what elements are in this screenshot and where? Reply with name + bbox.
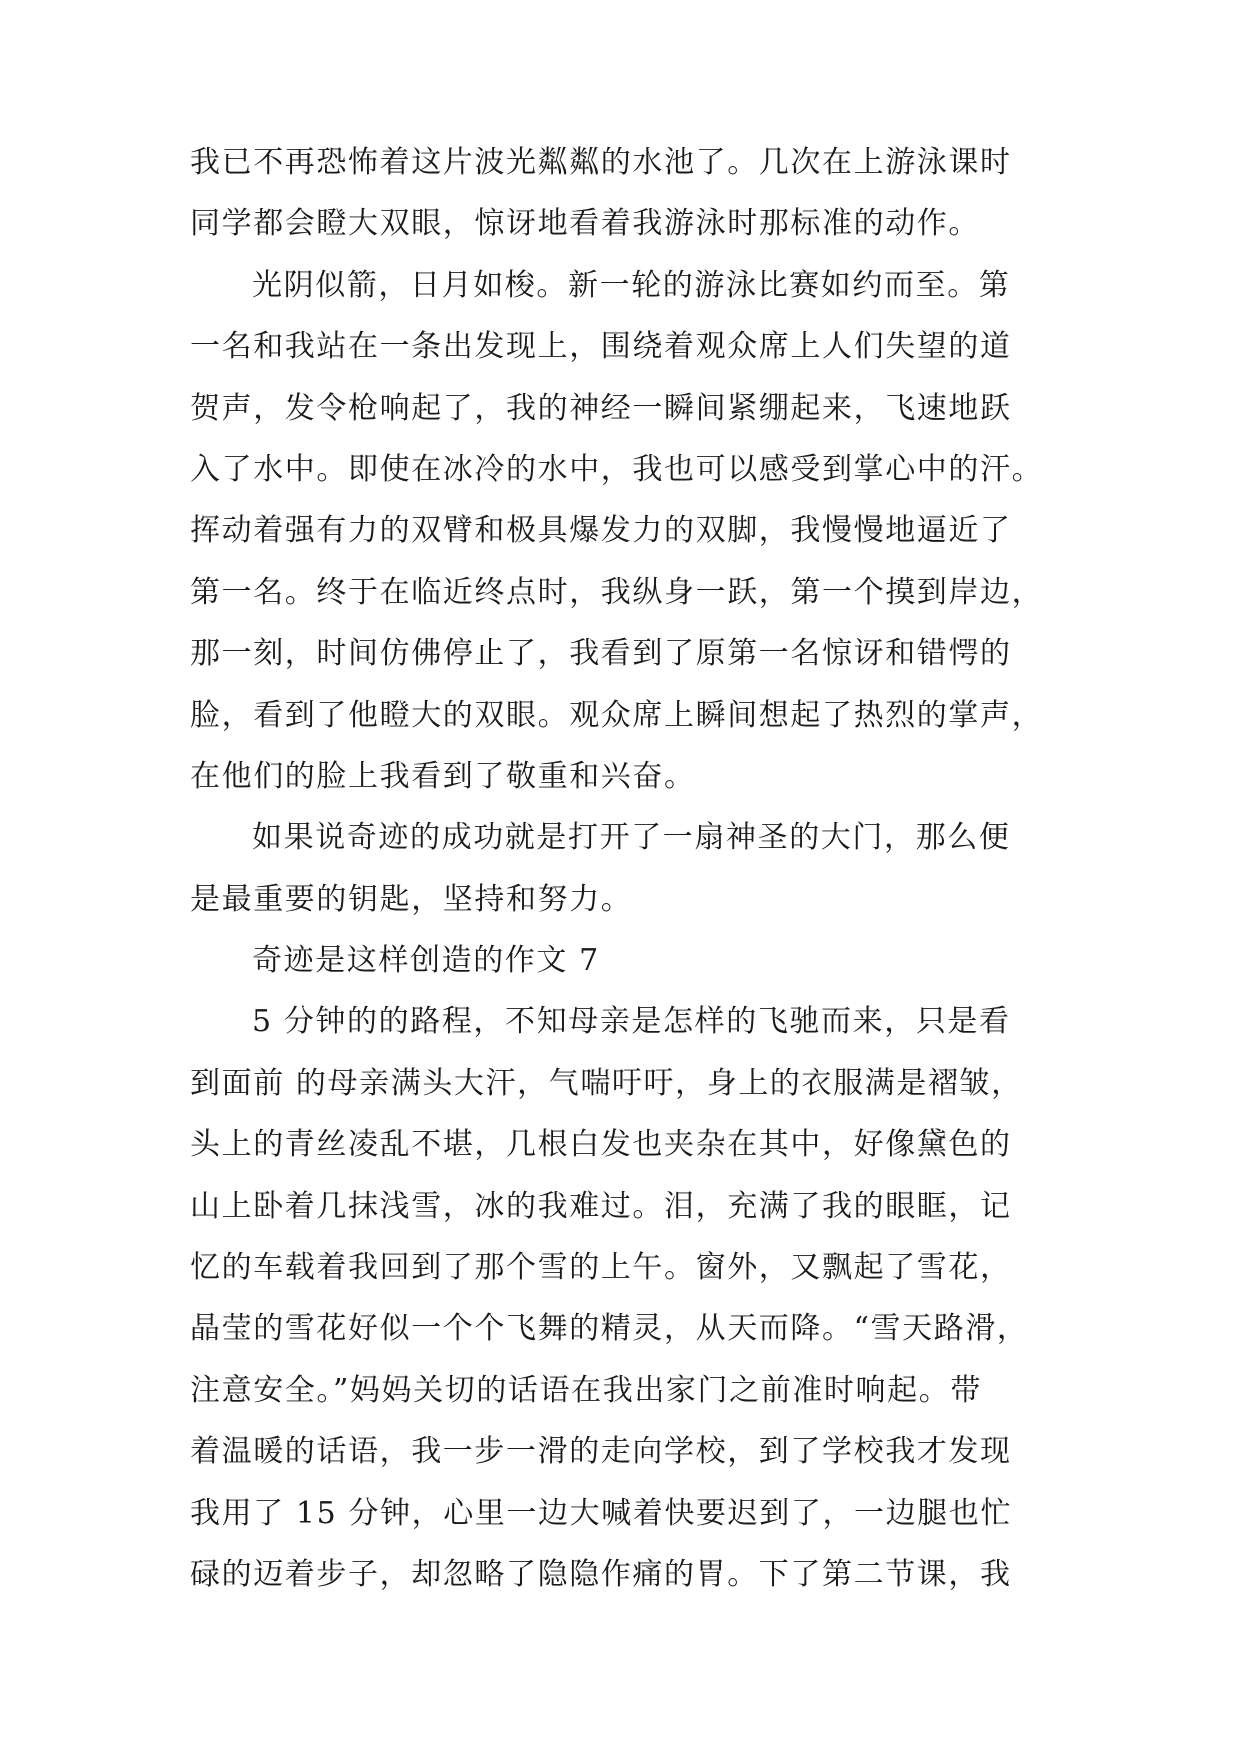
- text-line: 头上的青丝凌乱不堪，几根白发也夹杂在其中，好像黛色的: [190, 1127, 1012, 1163]
- text-line: 在他们的脸上我看到了敬重和兴奋。: [190, 758, 696, 794]
- text-line: 入了水中。即使在冰冷的水中，我也可以感受到掌心中的汗。: [190, 451, 1044, 487]
- text-line: 那一刻，时间仿佛停止了，我看到了原第一名惊讶和错愕的: [190, 636, 1012, 672]
- text-line: 到面前 的母亲满头大汗，气喘吁吁，身上的衣服满是褶皱，: [190, 1065, 1023, 1101]
- text-line: 光阴似箭，日月如梭。新一轮的游泳比赛如约而至。第: [252, 267, 1011, 303]
- document-body: [190, 132, 1060, 1605]
- text-line: 第一名。终于在临近终点时，我纵身一跃，第一个摸到岸边，: [190, 574, 1044, 610]
- text-line: 一名和我站在一条出发现上，围绕着观众席上人们失望的道: [190, 329, 1012, 365]
- text-line: 是最重要的钥匙，坚持和努力。: [190, 881, 633, 917]
- text-line: 注意安全。”妈妈关切的话语在我出家门之前准时响起。带: [190, 1372, 982, 1408]
- text-line: 碌的迈着步子，却忽略了隐隐作痛的胃。下了第二节课，我: [190, 1556, 1012, 1592]
- text-line: 山上卧着几抹浅雪，冰的我难过。泪，充满了我的眼眶，记: [190, 1188, 1012, 1224]
- text-line: 同学都会瞪大双眼，惊讶地看着我游泳时那标准的动作。: [190, 206, 980, 242]
- text-line: 奇迹是这样创造的作文 7: [252, 943, 600, 979]
- text-line: 着温暖的话语，我一步一滑的走向学校，到了学校我才发现: [190, 1434, 1012, 1470]
- text-line: 我已不再恐怖着这片波光粼粼的水池了。几次在上游泳课时: [190, 145, 1012, 180]
- text-line: 我用了 15 分钟，心里一边大喊着快要迟到了，一边腿也忙: [190, 1495, 1013, 1531]
- text-line: 贺声，发令枪响起了，我的神经一瞬间紧绷起来，飞速地跃: [190, 390, 1012, 426]
- text-line: 忆的车载着我回到了那个雪的上午。窗外，又飘起了雪花，: [190, 1250, 1012, 1286]
- text-line: 挥动着强有力的双臂和极具爆发力的双脚，我慢慢地逼近了: [190, 513, 1012, 549]
- text-line: 脸，看到了他瞪大的双眼。观众席上瞬间想起了热烈的掌声，: [190, 697, 1044, 733]
- text-line: 如果说奇迹的成功就是打开了一扇神圣的大门，那么便: [252, 820, 1011, 856]
- text-line: 5 分钟的的路程，不知母亲是怎样的飞驰而来，只是看: [252, 1004, 1011, 1040]
- text-line: 晶莹的雪花好似一个个飞舞的精灵，从天而降。“雪天路滑，: [190, 1311, 1029, 1347]
